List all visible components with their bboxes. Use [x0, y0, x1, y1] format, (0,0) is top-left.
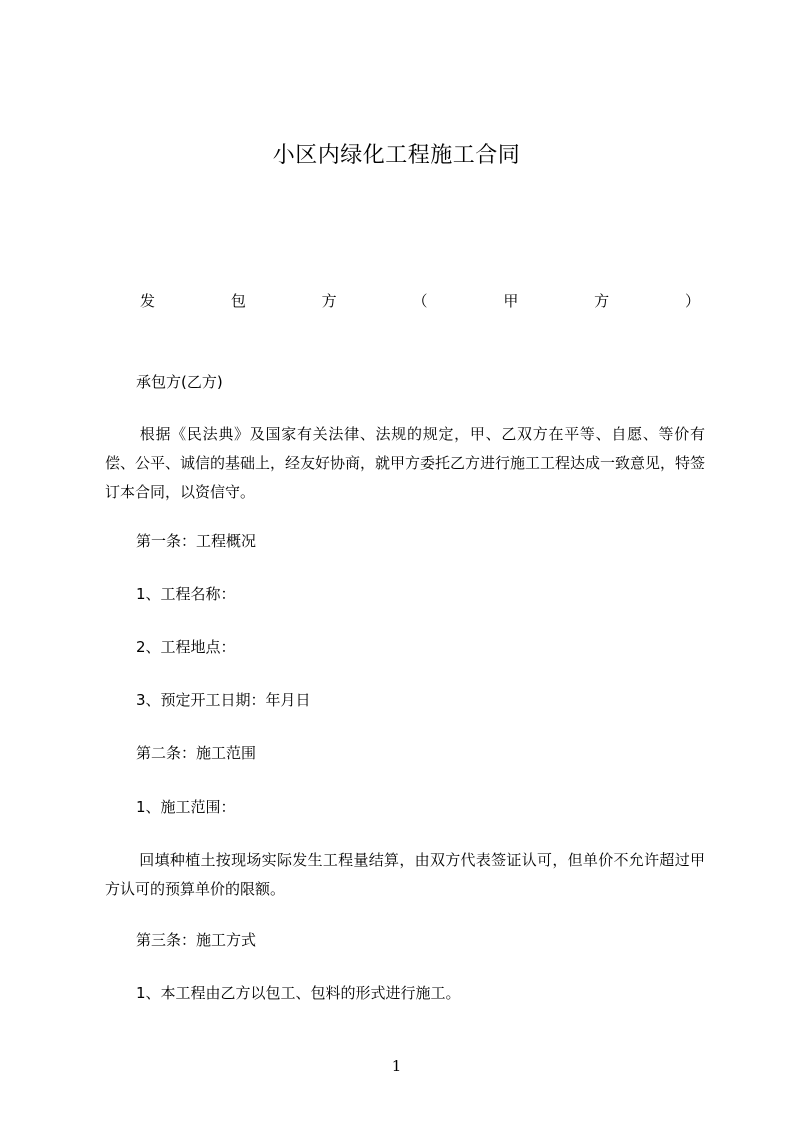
party-a-char: ）: [684, 292, 700, 310]
party-a-char: 方: [321, 292, 337, 310]
document-title: 小区内绿化工程施工合同: [272, 143, 521, 168]
article1-heading: 第一条：工程概况: [136, 532, 257, 550]
article2-detail-text: 回填种植土按现场实际发生工程量结算，由双方代表签证认可，但单价不允许超过甲方认可的预算单价的限额。: [105, 851, 705, 898]
article3-item1: 1、本工程由乙方以包工、包料的形式进行施工。: [136, 984, 461, 1002]
party-a-char: （: [412, 292, 428, 310]
article1-item1: 1、工程名称：: [136, 585, 236, 603]
party-b-line: 承包方(乙方): [136, 373, 223, 391]
preamble-paragraph: [105, 420, 705, 507]
article1-item3: 3、预定开工日期：年月日: [136, 691, 311, 709]
article2-item1: 1、施工范围：: [136, 798, 236, 816]
page-number: 1: [391, 1057, 402, 1075]
party-a-line: [140, 290, 700, 312]
article1-item2: 2、工程地点：: [136, 638, 236, 656]
article2-detail-paragraph: [105, 846, 705, 904]
party-a-char: 包: [230, 292, 246, 310]
party-a-char: 甲: [503, 292, 519, 310]
party-a-char: 发: [140, 292, 156, 310]
party-a-char: 方: [594, 292, 610, 310]
article3-heading: 第三条：施工方式: [136, 931, 257, 949]
preamble-text: 根据《民法典》及国家有关法律、法规的规定，甲、乙双方在平等、自愿、等价有偿、公平、诚信的基础上，经友好协商，就甲方委托乙方进行施工工程达成一致意见，特签订本合同，以资信守。: [105, 425, 706, 501]
article2-heading: 第二条：施工范围: [136, 744, 257, 762]
